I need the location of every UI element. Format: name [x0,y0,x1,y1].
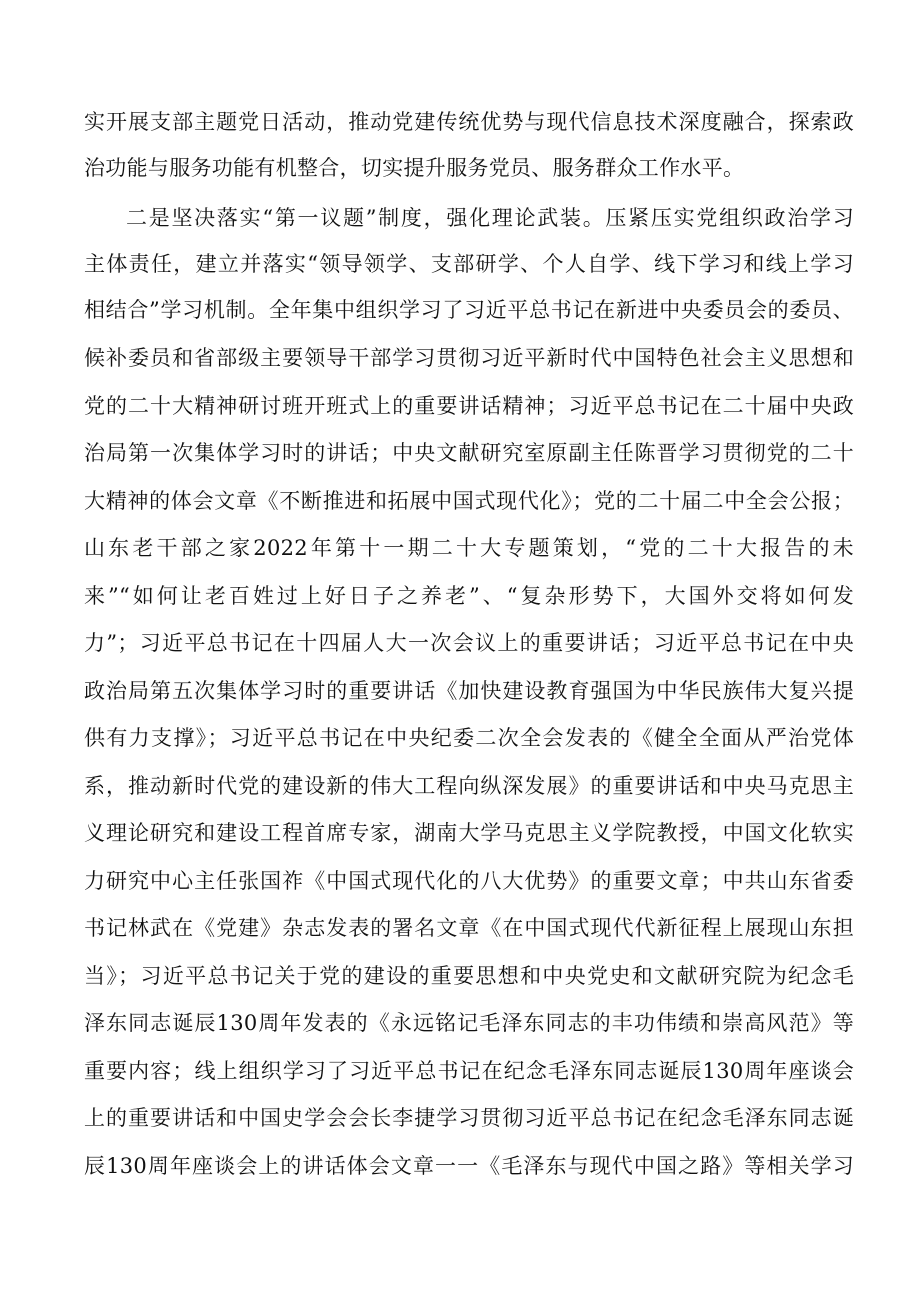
paragraph-line: 义理论研究和建设工程首席专家，湖南大学马克思主义学院教授，中国文化软实 [84,821,854,845]
paragraph-line: 大精神的体会文章《不断推进和拓展中国式现代化》；党的二十届二中全会公报； [84,489,854,513]
paragraph-line: 治局第一次集体学习时的讲话；中央文献研究室原副主任陈晋学习贯彻党的二十 [84,441,854,465]
paragraph-line: 政治局第五次集体学习时的重要讲话《加快建设教育强国为中华民族伟大复兴提 [84,679,854,703]
paragraph-line: 系，推动新时代党的建设新的伟大工程向纵深发展》的重要讲话和中央马克思主 [84,774,854,798]
paragraph-line: 重要内容；线上组织学习了习近平总书记在纪念毛泽东同志诞辰130周年座谈会 [84,1059,854,1083]
paragraph-line: 相结合”学习机制。全年集中组织学习了习近平总书记在新进中央委员会的委员、 [84,298,854,322]
paragraph-line: 供有力支撑》；习近平总书记在中央纪委二次全会发表的《健全全面从严治党体 [84,726,854,750]
paragraph-line: 候补委员和省部级主要领导干部学习贯彻习近平新时代中国特色社会主义思想和 [84,346,854,370]
paragraph-line: 力”；习近平总书记在十四届人大一次会议上的重要讲话；习近平总书记在中央 [84,631,854,655]
paragraph-line: 实开展支部主题党日活动，推动党建传统优势与现代信息技术深度融合，探索政 [84,110,854,134]
paragraph-line: 当》；习近平总书记关于党的建设的重要思想和中央党史和文献研究院为纪念毛 [84,964,854,988]
paragraph-line: 治功能与服务功能有机整合，切实提升服务党员、服务群众工作水平。 [84,156,745,180]
paragraph-line: 书记林武在《党建》杂志发表的署名文章《在中国式现代代新征程上展现山东担 [84,916,854,940]
paragraph-line: 主体责任，建立并落实“领导领学、支部研学、个人自学、线下学习和线上学习 [84,252,854,276]
paragraph-line: 来”“如何让老百姓过上好日子之养老”、“复杂形势下，大国外交将如何发 [84,584,854,608]
paragraph-line: 山东老干部之家2022年第十一期二十大专题策划，“党的二十大报告的未 [84,536,854,560]
paragraph-line: 辰130周年座谈会上的讲话体会文章一一《毛泽东与现代中国之路》等相关学习 [84,1154,854,1178]
paragraph-line: 上的重要讲话和中国史学会会长李捷学习贯彻习近平总书记在纪念毛泽东同志诞 [84,1106,854,1130]
paragraph-line: 泽东同志诞辰130周年发表的《永远铭记毛泽东同志的丰功伟绩和崇高风范》等 [84,1011,854,1035]
paragraph-line: 二是坚决落实“第一议题”制度，强化理论武装。压紧压实党组织政治学习 [126,206,854,230]
paragraph-line: 力研究中心主任张国祚《中国式现代化的八大优势》的重要文章；中共山东省委 [84,869,854,893]
paragraph-line: 党的二十大精神研讨班开班式上的重要讲话精神；习近平总书记在二十届中央政 [84,394,854,418]
